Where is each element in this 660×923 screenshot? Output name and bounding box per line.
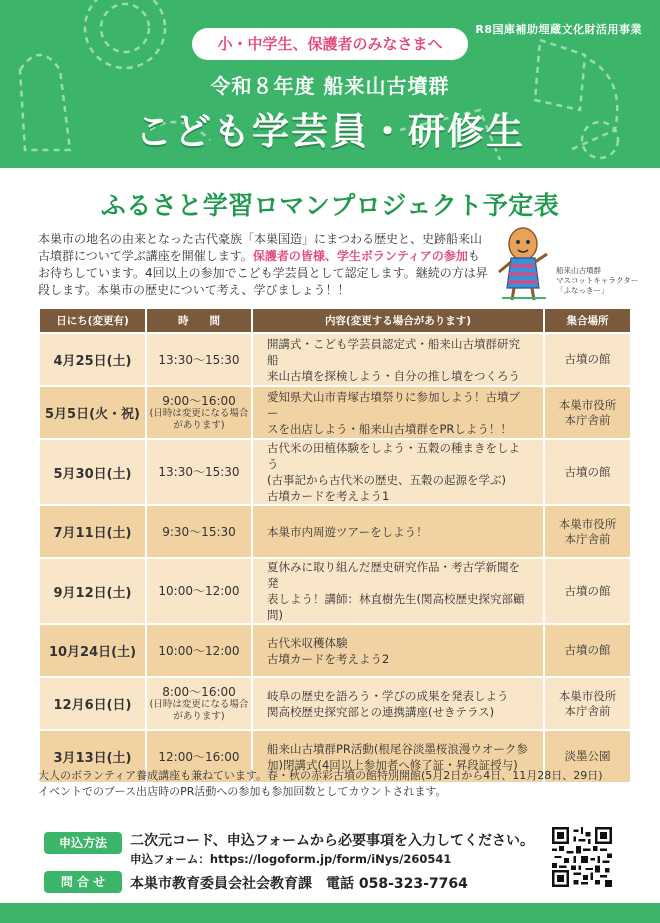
header-time: 時 間 xyxy=(146,309,252,333)
table-row xyxy=(40,386,630,439)
row-venue-line: 本庁舎前 xyxy=(564,703,611,718)
row-date: 5月30日(土) xyxy=(40,439,146,505)
mascot-caption-line: 船来山古墳群 xyxy=(556,266,601,275)
mascot-caption-line: マスコットキャラクター xyxy=(556,276,639,285)
contact-label: 問 合 せ xyxy=(44,871,122,893)
row-venue xyxy=(544,677,630,730)
row-venue-line: 本巣市役所 xyxy=(558,516,617,531)
intro-text-1: 本巣市の地名の由来となった古代豪族「本巣国造」にまつわる歴史と、史跡船来山古墳群について学ぶ講座を開催します。 xyxy=(38,232,483,263)
row-time xyxy=(146,624,252,677)
table-row xyxy=(40,505,630,558)
header-date: 日にち(変更有) xyxy=(40,309,146,333)
intro-highlight: 保護者の皆様、学生ボランティアの参加 xyxy=(252,249,468,263)
row-venue-line: 古墳の館 xyxy=(564,352,611,366)
application-label: 申込方法 xyxy=(44,832,122,854)
mascot-caption-line: 「ふなっきー」 xyxy=(556,286,609,295)
row-content xyxy=(252,333,544,386)
row-time-value: 10:00～12:00 xyxy=(158,584,240,598)
row-time-note: (日時は変更になる場合があります) xyxy=(149,407,249,431)
row-time-value: 8:00～16:00 xyxy=(162,684,236,699)
row-venue-line: 古墳の館 xyxy=(564,583,611,598)
row-time-value: 9:00～16:00 xyxy=(162,393,236,408)
row-content-line: 関高校歴史探究部との連携講座(せきテラス) xyxy=(267,704,495,719)
row-content-line: 愛知県犬山市青塚古墳祭りに参加しよう！古墳ブー xyxy=(267,389,520,420)
table-row xyxy=(40,677,630,730)
row-venue-line: 本庁舎前 xyxy=(564,412,611,427)
row-content-line: 古墳カードを考えよう2 xyxy=(267,651,390,666)
table-row xyxy=(40,439,630,505)
row-time xyxy=(146,439,252,505)
row-venue xyxy=(544,439,630,505)
row-content-line: 船来山古墳群PR活動(根尾谷淡墨桜浪漫ウオーク参 xyxy=(267,741,528,756)
header-banner xyxy=(0,0,660,168)
row-time-value: 12:00～16:00 xyxy=(158,749,240,764)
contact-text: 本巣市教育委員会社会教育課 電話 058-323-7764 xyxy=(130,876,468,892)
row-content-line: 古代米の田植体験をしよう・五穀の種まきをしよう xyxy=(267,441,520,471)
header-venue: 集合場所 xyxy=(544,309,630,333)
row-content-line: 夏休みに取り組んだ歴史研究作品・考古学新聞を発 xyxy=(267,560,520,590)
row-content-line: 来山古墳を探検しよう・自分の推し墳をつくろう xyxy=(267,368,520,383)
row-content xyxy=(252,624,544,677)
row-venue xyxy=(544,386,630,439)
row-content-line: スを出店しよう・船来山古墳群をPRしよう！！ xyxy=(267,421,512,436)
page-title: こども学芸員・研修生 xyxy=(135,110,525,153)
row-time xyxy=(146,677,252,730)
section-title: ふるさと学習ロマンプロジェクト予定表 xyxy=(100,191,560,220)
table-row xyxy=(40,558,630,624)
row-content-line: 岐阜の歴史を語ろう・学びの成果を発表しよう xyxy=(267,688,509,703)
application-text: 二次元コード、申込フォームから必要事項を入力してください。 xyxy=(130,833,535,849)
row-venue-line: 古墳の館 xyxy=(564,464,611,479)
row-content-line: 古代米収穫体験 xyxy=(267,635,348,650)
table-header-row xyxy=(40,309,630,333)
row-content xyxy=(252,386,544,439)
row-content-line: 加)閉講式(4回以上参加者へ修了証・昇段証授与) xyxy=(267,757,518,772)
row-content-line: 開講式・こども学芸員認定式・船来山古墳群研究船 xyxy=(267,336,520,367)
row-date: 9月12日(土) xyxy=(40,558,146,624)
row-date: 5月5日(火・祝) xyxy=(40,386,146,439)
row-venue xyxy=(544,333,630,386)
row-date: 3月13日(土) xyxy=(40,730,146,782)
row-date: 7月11日(土) xyxy=(40,505,146,558)
mascot-funakki-icon xyxy=(494,222,552,302)
intro-paragraph xyxy=(38,231,490,299)
schedule-table xyxy=(40,309,630,782)
table-row xyxy=(40,333,630,386)
project-tag: R8国庫補助埋蔵文化財活用事業 xyxy=(475,23,642,36)
row-date: 10月24日(土) xyxy=(40,624,146,677)
row-time xyxy=(146,333,252,386)
table-row xyxy=(40,624,630,677)
row-time-note: (日時は変更になる場合があります) xyxy=(149,698,249,722)
row-content xyxy=(252,677,544,730)
row-content xyxy=(252,505,544,558)
row-venue-line: 本巣市役所 xyxy=(558,688,617,703)
row-time xyxy=(146,386,252,439)
row-content-line: 本巣市内周遊ツアーをしよう！ xyxy=(267,524,428,539)
event-subtitle: 令和８年度 船来山古墳群 xyxy=(210,74,450,98)
row-time-value: 13:30～15:30 xyxy=(158,465,240,479)
row-content-line: (古事記から古代米の歴史、五穀の起源を学ぶ) xyxy=(267,473,506,487)
row-content xyxy=(252,558,544,624)
row-venue-line: 本庁舎前 xyxy=(564,531,611,546)
application-form-link[interactable]: 申込フォーム：https://logoform.jp/form/iNys/260541 xyxy=(130,852,452,866)
row-content xyxy=(252,439,544,505)
note-line: 大人のボランティア養成講座も兼ねています。春・秋の赤彩古墳の館特別開館(5月2日から4日、11月28日、29日) xyxy=(38,769,603,782)
row-date: 12月6日(日) xyxy=(40,677,146,730)
row-venue xyxy=(544,624,630,677)
intro-text-2: もお待ちしています。4回以上の参加でこども学芸員として認定します。継続の方は昇段します。本巣市の歴史について考え、学びましょう！！ xyxy=(38,249,488,297)
row-time-value: 9:30～15:30 xyxy=(162,524,236,539)
row-date: 4月25日(土) xyxy=(40,333,146,386)
row-content-line: 古墳カードを考えよう1 xyxy=(267,489,390,503)
audience-badge: 小・中学生、保護者のみなさまへ xyxy=(192,28,468,60)
bottom-bar xyxy=(0,903,660,923)
row-time xyxy=(146,505,252,558)
row-venue-line: 本巣市役所 xyxy=(558,397,617,412)
footer-notes xyxy=(38,768,638,800)
row-content-line: 表しよう！講師：林直樹先生(関高校歴史探究部顧問) xyxy=(267,592,525,622)
row-venue-line: 古墳の館 xyxy=(564,643,611,657)
qr-code-icon[interactable] xyxy=(552,827,612,887)
mascot-caption xyxy=(556,266,646,296)
row-time-value: 10:00～12:00 xyxy=(158,643,240,658)
note-line: イベントでのブース出店時のPR活動への参加も参加回数としてカウントされます。 xyxy=(38,785,447,798)
header-content: 内容(変更する場合があります) xyxy=(252,309,544,333)
row-venue xyxy=(544,505,630,558)
row-time xyxy=(146,558,252,624)
row-time-value: 13:30～15:30 xyxy=(158,352,240,367)
row-venue-line: 淡墨公園 xyxy=(564,749,611,763)
row-venue xyxy=(544,558,630,624)
